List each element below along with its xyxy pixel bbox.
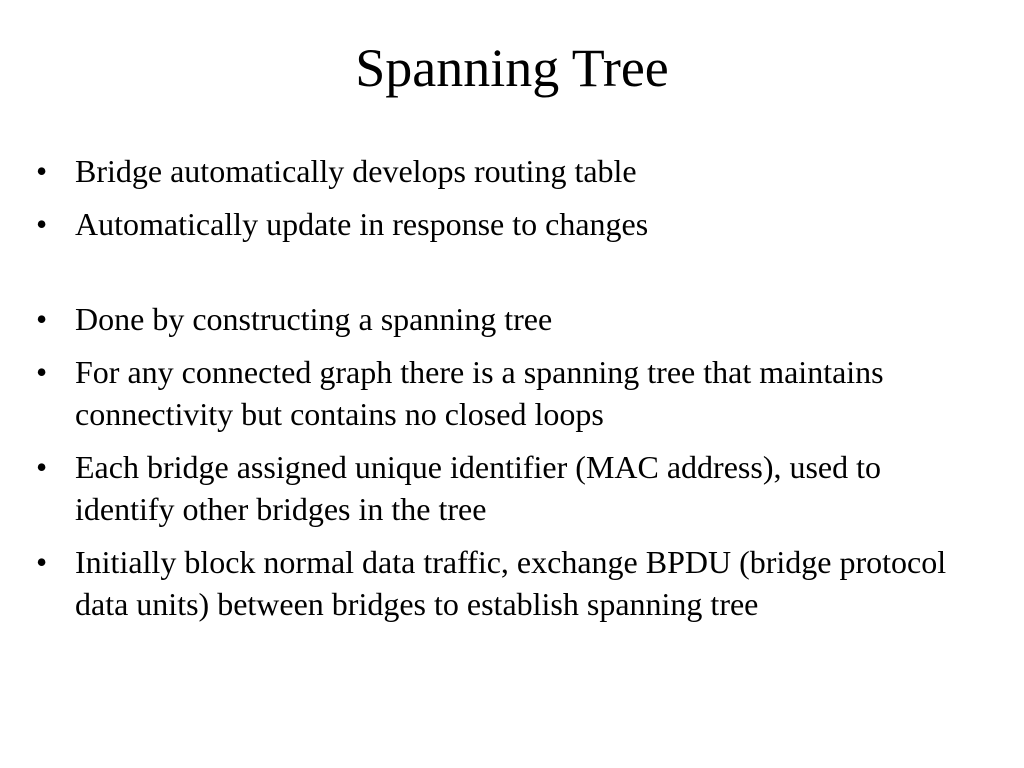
bullet-item <box>36 298 986 340</box>
bullet-list <box>36 150 986 636</box>
bullet-text: Automatically update in response to changes <box>75 206 649 242</box>
bullet-dot-icon: • <box>36 354 48 390</box>
bullet-item <box>36 351 986 435</box>
bullet-item <box>36 446 986 530</box>
slide-title: Spanning Tree <box>355 38 669 98</box>
bullet-dot-icon: • <box>36 206 48 242</box>
bullet-text: Done by constructing a spanning tree <box>75 301 553 337</box>
bullet-text: For any connected graph there is a spanning tree that maintains connectivity but contains no closed loops <box>75 354 884 432</box>
bullet-dot-icon: • <box>36 153 48 189</box>
bullet-item <box>36 203 986 245</box>
bullet-text: Initially block normal data traffic, exchange BPDU (bridge protocol data units) between bridges to establish spanning tree <box>75 544 947 622</box>
bullet-text: Each bridge assigned unique identifier (MAC address), used to identify other bridges in the tree <box>75 449 882 527</box>
bullet-item <box>36 541 986 625</box>
bullet-dot-icon: • <box>36 449 48 485</box>
bullet-text: Bridge automatically develops routing table <box>75 153 637 189</box>
bullet-dot-icon: • <box>36 544 48 580</box>
bullet-item <box>36 150 986 192</box>
bullet-dot-icon: • <box>36 301 48 337</box>
